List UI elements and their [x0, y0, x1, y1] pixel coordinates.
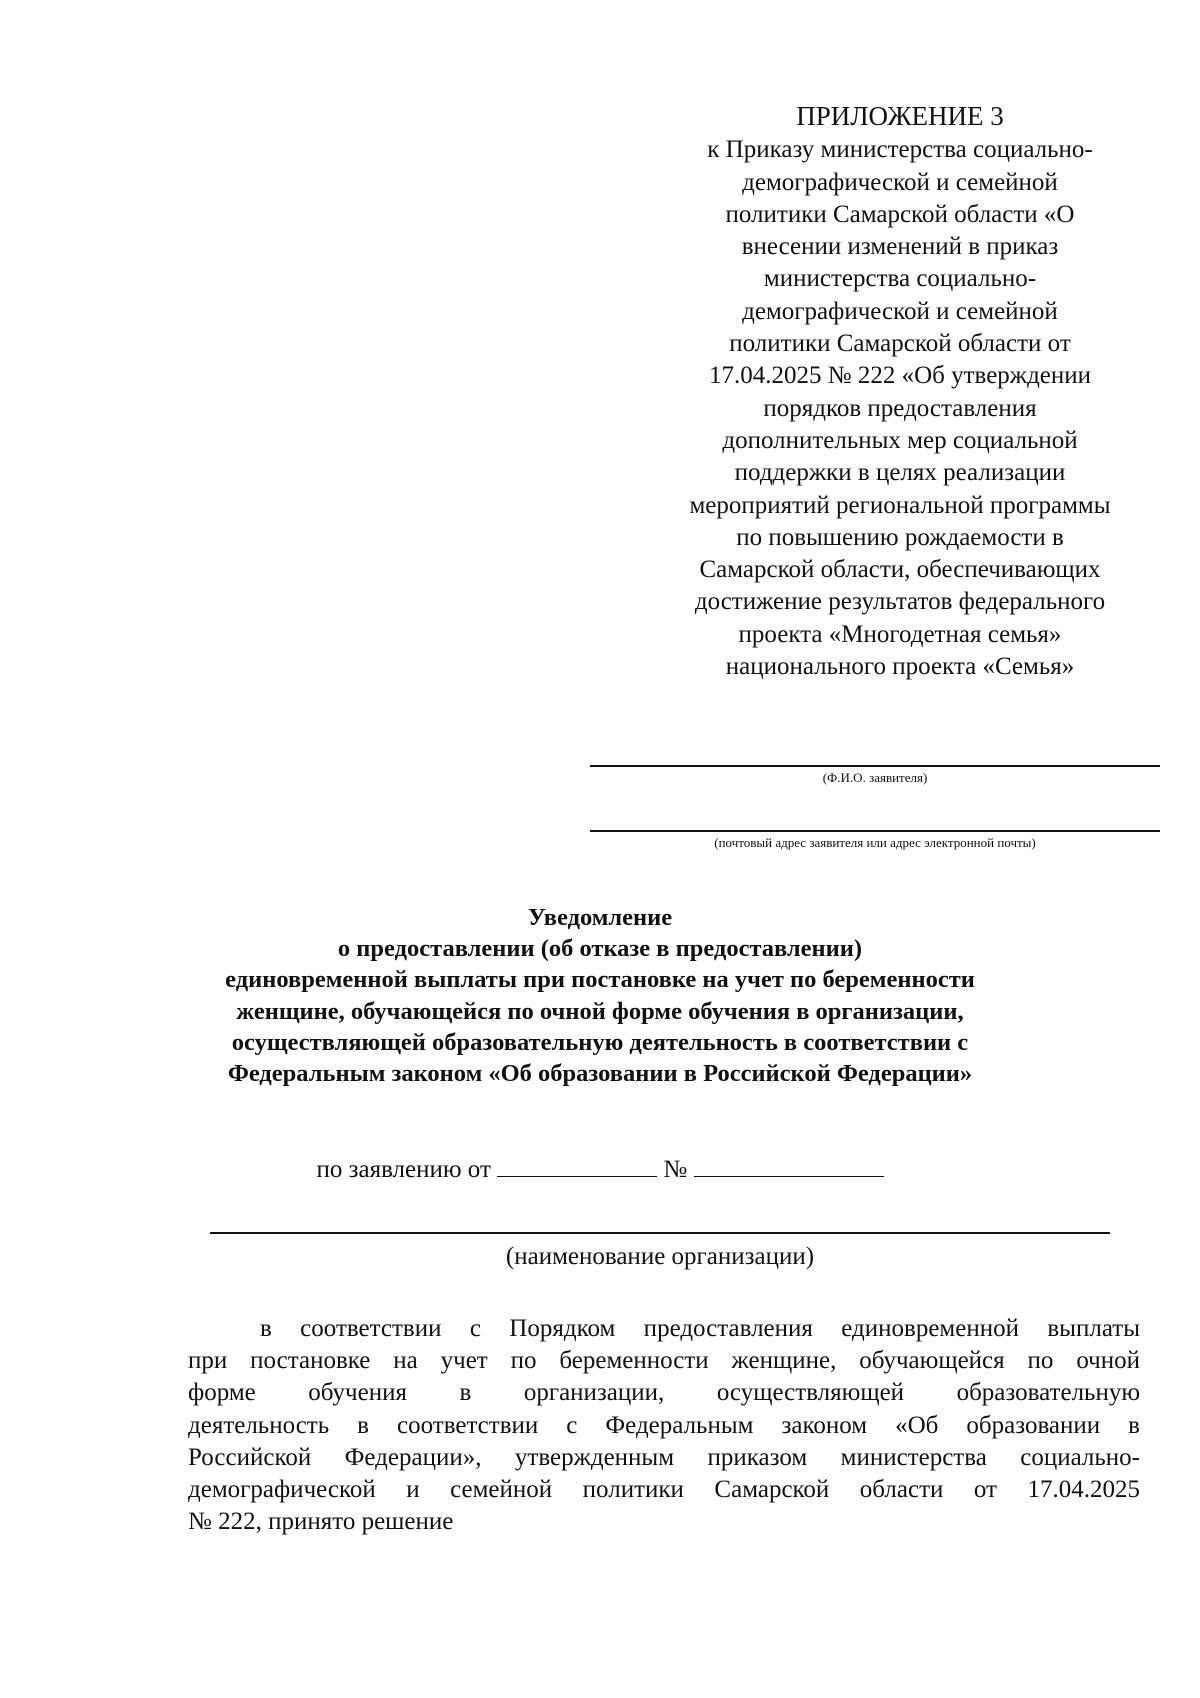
appendix-title [660, 100, 1140, 132]
applicant-name-field [590, 765, 1160, 786]
applicant-address-field [590, 830, 1160, 851]
appendix-line: политики Самарской области от [729, 330, 1071, 358]
organization-caption: (наименование организации) [505, 1243, 815, 1270]
appendix-line: демографической и семейной [742, 168, 1058, 196]
body-line: Российской Федерации», утвержденным приказом министерства социально- [188, 1443, 1140, 1471]
appendix-line: политики Самарской области «О [725, 200, 1075, 228]
appendix-line: поддержки в целях реализации [734, 459, 1066, 487]
body-line: при постановке на учет по беременности женщине, обучающейся по очной [188, 1347, 1140, 1375]
appendix-line: порядков предоставления [763, 394, 1037, 422]
request-number-label: № [663, 1156, 688, 1183]
organization-rule [210, 1232, 1110, 1234]
applicant-name-caption: (Ф.И.О. заявителя) [822, 770, 928, 785]
body-line: в соответствии с Порядком предоставления единовременной выплаты [260, 1315, 1140, 1342]
appendix-line: 17.04.2025 № 222 «Об утверждении [708, 362, 1092, 390]
appendix-line: Самарской области, обеспечивающих [699, 556, 1101, 584]
appendix-line: достижение результатов федерального [694, 588, 1106, 616]
notice-line: женщине, обучающейся по очной форме обучения в организации, [236, 997, 964, 1025]
appendix-line: проекта «Многодетная семья» [738, 620, 1062, 648]
body-line: деятельность в соответствии с Федеральным законом «Об образовании в [188, 1411, 1140, 1439]
appendix-line: дополнительных мер социальной [722, 426, 1078, 454]
body-line: форме обучения в организации, осуществляющей образовательную [188, 1379, 1140, 1407]
notice-line: Федеральным законом «Об образовании в Российской Федерации» [227, 1060, 973, 1088]
request-number-blank [694, 1156, 884, 1177]
body-line: № 222, принято решение [188, 1508, 454, 1536]
appendix-line: внесении изменений в приказ [741, 233, 1059, 261]
body-line: демографической и семейной политики Самарской области от 17.04.2025 [188, 1476, 1140, 1504]
notice-line: осуществляющей образовательную деятельность в соответствии с [231, 1028, 969, 1056]
request-date-blank [497, 1156, 657, 1177]
appendix-line: по повышению рождаемости в [736, 523, 1064, 551]
appendix-line: к Приказу министерства социально- [707, 136, 1093, 164]
appendix-title-text: ПРИЛОЖЕНИЕ 3 [796, 101, 1004, 131]
applicant-address-rule [590, 830, 1160, 832]
appendix-line: демографической и семейной [742, 297, 1058, 325]
appendix-line: мероприятий региональной программы [689, 491, 1111, 519]
applicant-name-rule [590, 765, 1160, 767]
notice-line: о предоставлении (об отказе в предоставлении) [337, 935, 863, 963]
organization-field [210, 1232, 1110, 1272]
appendix-line: национального проекта «Семья» [725, 653, 1075, 681]
applicant-address-caption: (почтовый адрес заявителя или адрес электронной почты) [714, 835, 1036, 850]
notice-heading [180, 902, 1020, 1089]
notice-title: Уведомление [527, 904, 673, 931]
appendix-header [660, 100, 1140, 683]
notice-line: единовременной выплаты при постановке на учет по беременности [225, 966, 975, 994]
request-prefix: по заявлению от [316, 1156, 491, 1183]
body-paragraph [188, 1313, 1140, 1538]
request-line [180, 1155, 1020, 1185]
appendix-line: министерства социально- [763, 265, 1037, 293]
